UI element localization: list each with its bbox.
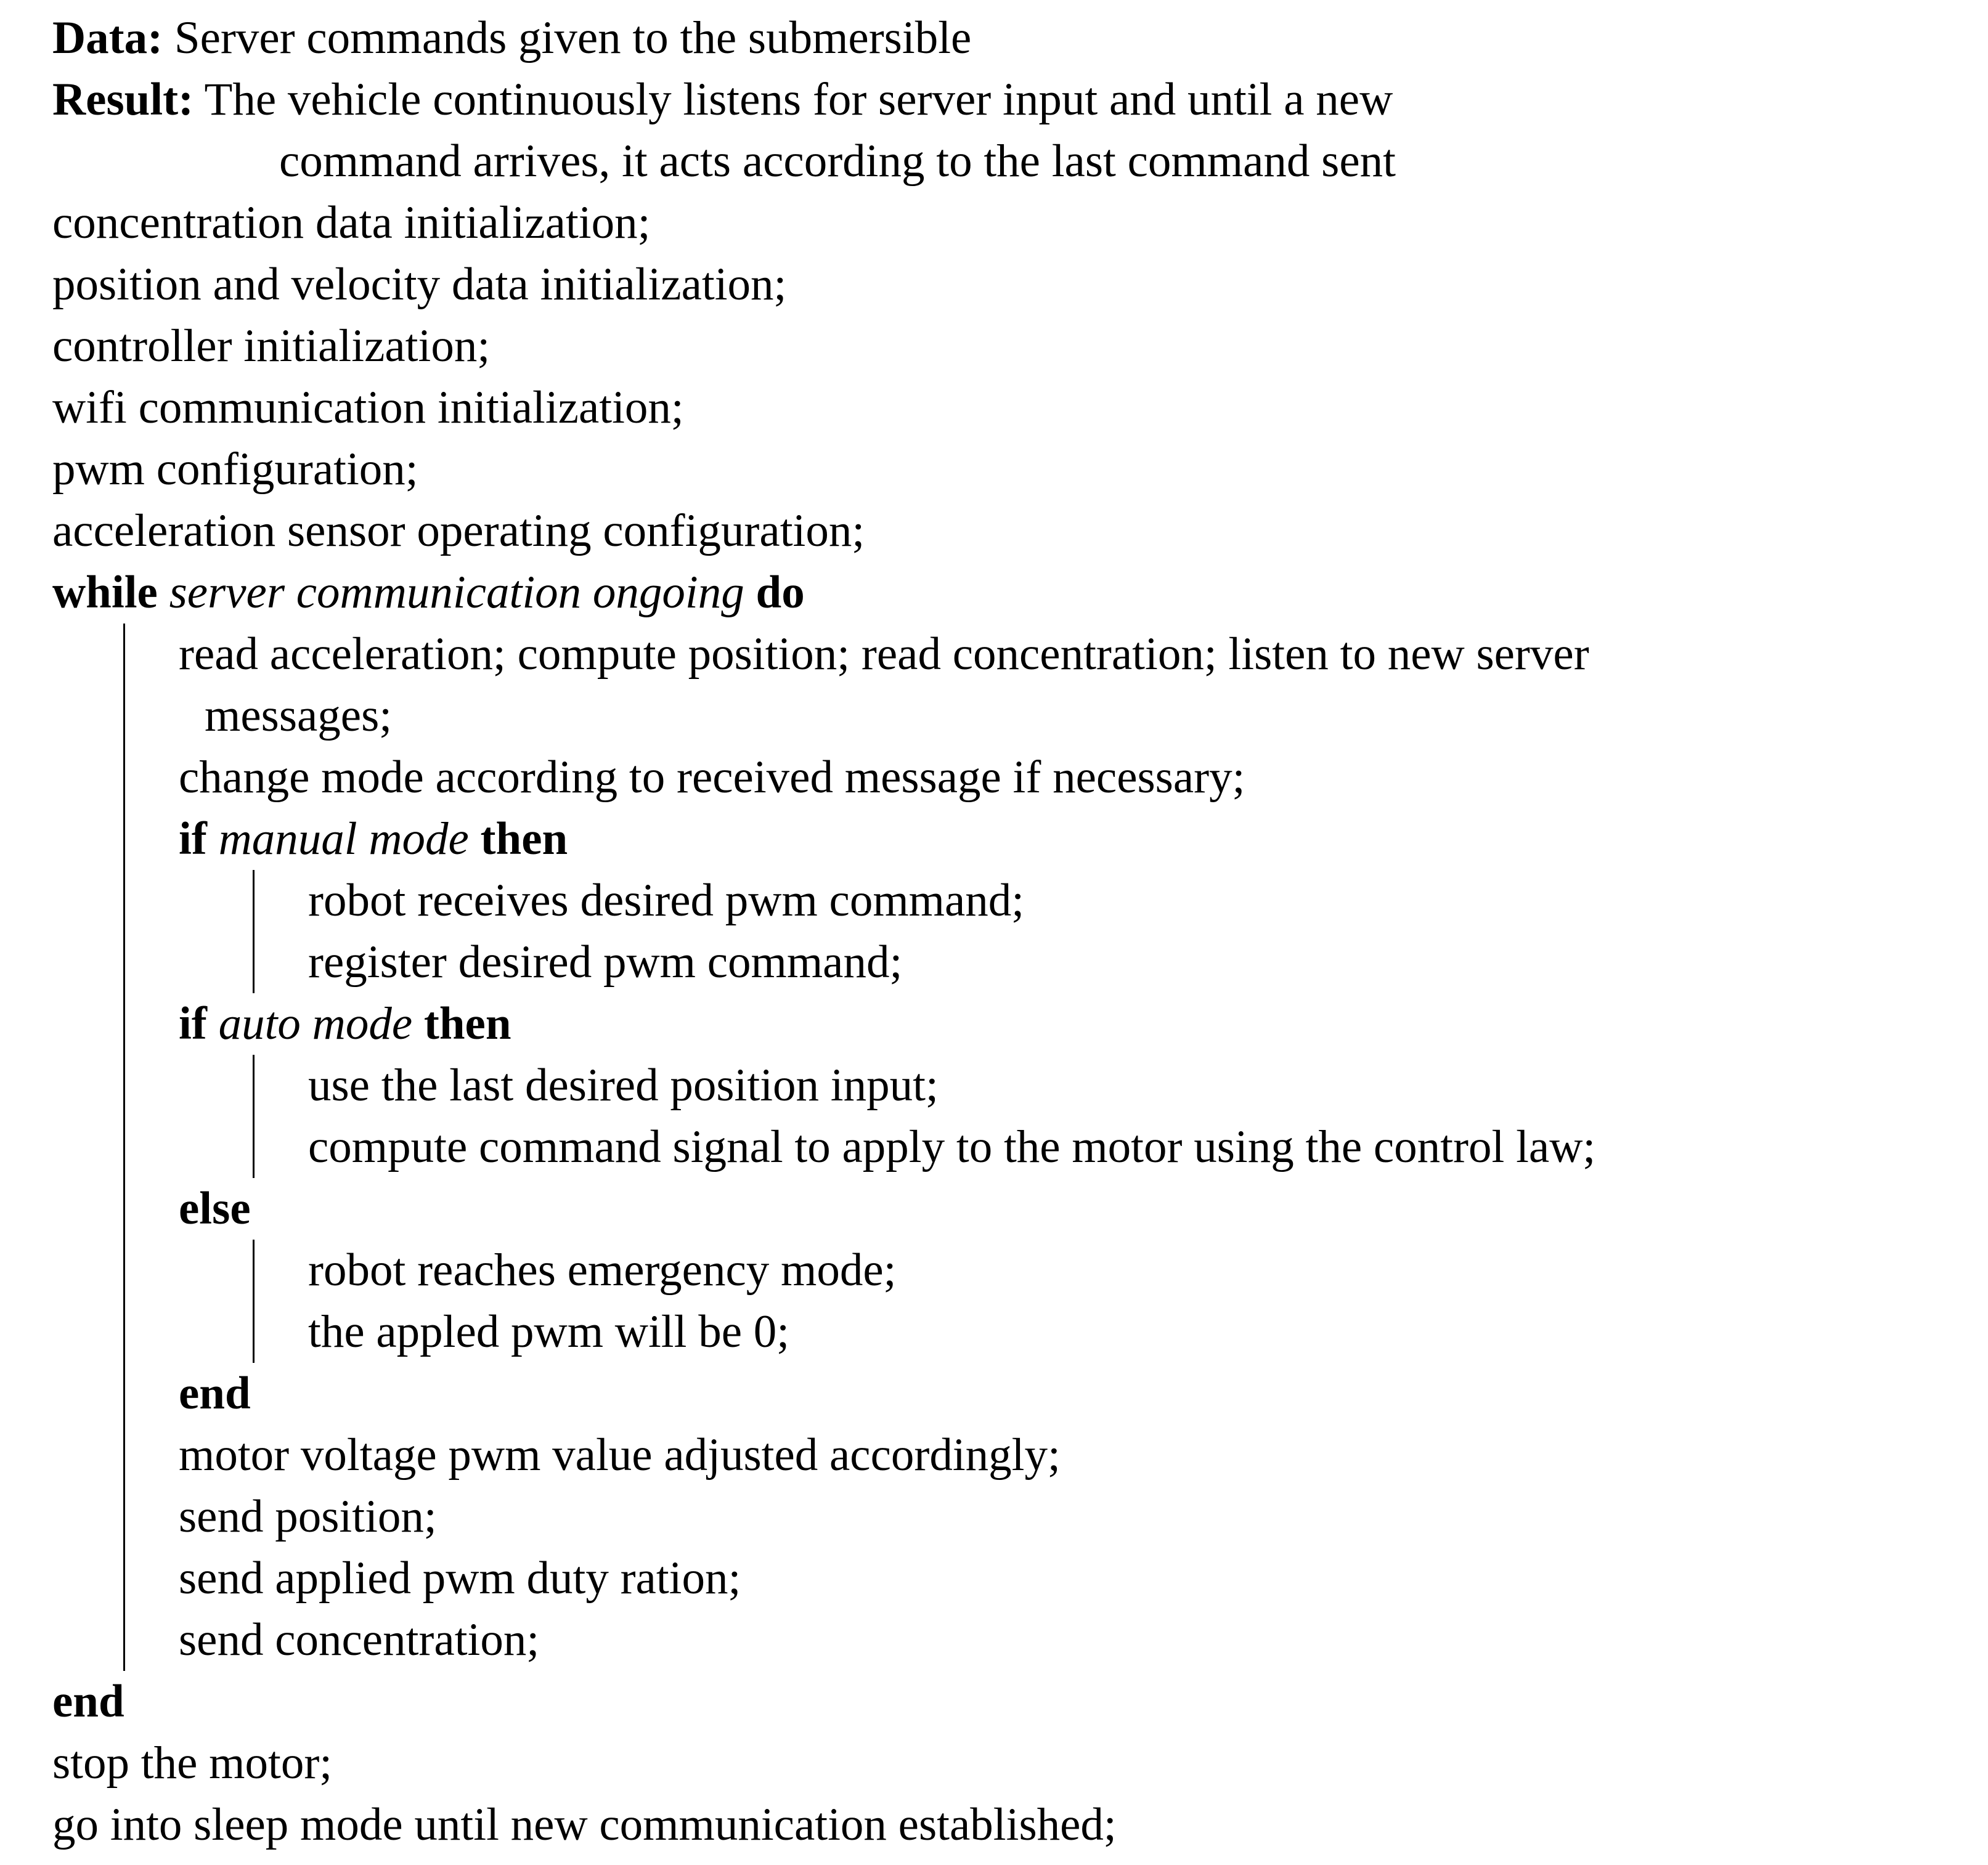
statement-receive-pwm-command: robot receives desired pwm command; bbox=[308, 875, 1025, 926]
statement-sleep-mode: go into sleep mode until new communication established; bbox=[52, 1799, 1117, 1850]
statement-applied-pwm-zero: the appled pwm will be 0; bbox=[308, 1306, 790, 1357]
init-statement-acceleration-sensor: acceleration sensor operating configuration; bbox=[52, 505, 865, 556]
statement-read-sensors-continuation: messages; bbox=[205, 690, 393, 741]
statement-send-pwm-duty: send applied pwm duty ration; bbox=[179, 1553, 741, 1604]
data-line bbox=[52, 7, 1957, 69]
statement-read-sensors: read acceleration; compute position; read concentration; listen to new server bbox=[179, 628, 1589, 680]
statement-register-pwm-command: register desired pwm command; bbox=[308, 937, 903, 988]
statement-stop-motor: stop the motor; bbox=[52, 1737, 333, 1789]
then-keyword: then bbox=[423, 998, 511, 1049]
if-auto-line bbox=[179, 993, 1957, 1055]
then-keyword: then bbox=[480, 813, 568, 864]
while-condition: server communication ongoing bbox=[169, 567, 744, 618]
data-label: Data: bbox=[52, 12, 163, 63]
result-text-line2: command arrives, it acts according to the last command sent bbox=[279, 136, 1396, 187]
init-statement-position-velocity: position and velocity data initialization; bbox=[52, 259, 787, 310]
else-body-block bbox=[253, 1240, 1957, 1363]
statement-motor-voltage-adjust: motor voltage pwm value adjusted accordingly; bbox=[179, 1429, 1061, 1481]
if-manual-line bbox=[179, 808, 1957, 870]
init-statement-pwm: pwm configuration; bbox=[52, 444, 418, 495]
init-statement-controller: controller initialization; bbox=[52, 320, 491, 372]
if-auto-condition: auto mode bbox=[218, 998, 413, 1049]
init-statement-concentration: concentration data initialization; bbox=[52, 197, 651, 248]
if-keyword: if bbox=[179, 998, 207, 1049]
if-auto-body-block bbox=[253, 1055, 1957, 1178]
statement-change-mode: change mode according to received message if necessary; bbox=[179, 752, 1245, 803]
if-manual-condition: manual mode bbox=[218, 813, 469, 864]
result-line-1 bbox=[52, 69, 1957, 131]
else-keyword: else bbox=[179, 1183, 251, 1234]
end-keyword-inner: end bbox=[179, 1368, 251, 1419]
statement-use-last-position: use the last desired position input; bbox=[308, 1060, 939, 1111]
statement-compute-command-signal: compute command signal to apply to the motor using the control law; bbox=[308, 1121, 1596, 1172]
result-label: Result: bbox=[52, 74, 194, 125]
result-line-2 bbox=[52, 131, 1957, 192]
result-text-line1: The vehicle continuously listens for server input and until a new bbox=[204, 74, 1393, 125]
do-keyword: do bbox=[756, 567, 805, 618]
while-line bbox=[52, 562, 1957, 624]
statement-emergency-mode: robot reaches emergency mode; bbox=[308, 1245, 897, 1296]
data-text: Server commands given to the submersible bbox=[174, 12, 972, 63]
while-keyword: while bbox=[52, 567, 158, 618]
if-manual-body-block bbox=[253, 870, 1957, 993]
while-body-block bbox=[123, 624, 1957, 1671]
if-keyword: if bbox=[179, 813, 207, 864]
init-statement-wifi: wifi communication initialization; bbox=[52, 382, 684, 433]
end-keyword-while: end bbox=[52, 1676, 124, 1727]
statement-send-concentration: send concentration; bbox=[179, 1614, 540, 1665]
statement-send-position: send position; bbox=[179, 1491, 437, 1542]
